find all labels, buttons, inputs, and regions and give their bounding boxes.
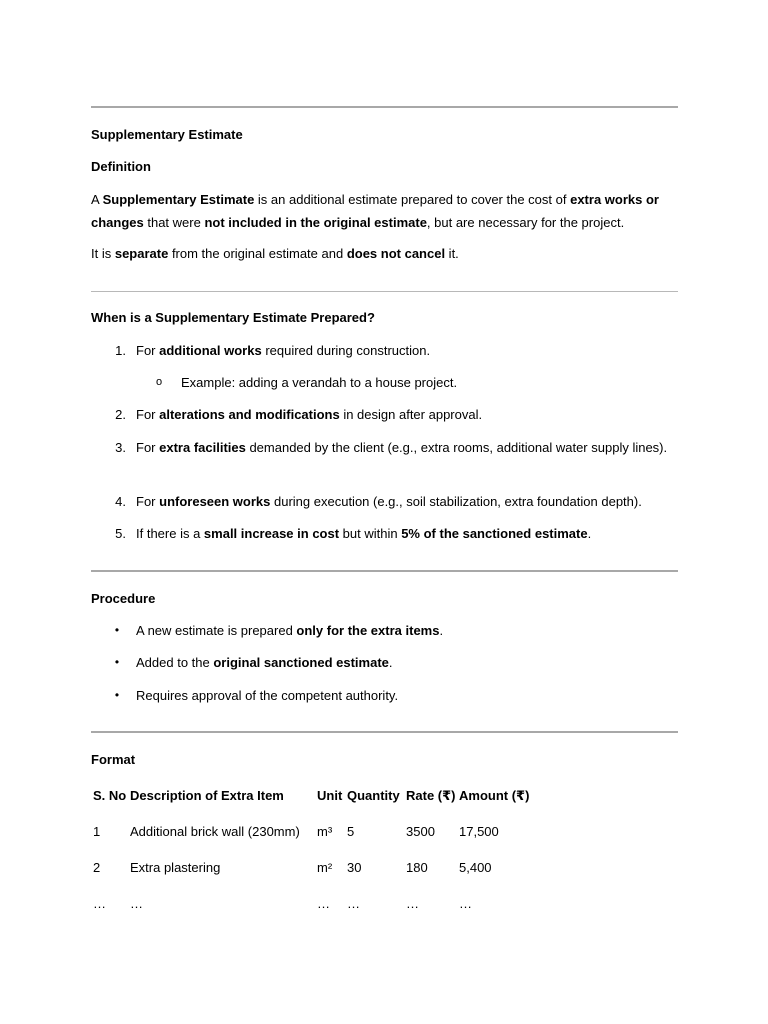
- table-cell: 17,500: [459, 824, 499, 839]
- horizontal-rule: [91, 106, 678, 108]
- table-cell: …: [130, 896, 143, 911]
- table-cell: 5: [347, 824, 355, 839]
- table-cell: Extra plastering: [130, 860, 221, 875]
- when-heading: When is a Supplementary Estimate Prepared?: [91, 310, 375, 325]
- table-cell: m³: [317, 824, 333, 839]
- definition-paragraph: A Supplementary Estimate is an additional estimate prepared to cover the cost of extra works or changes that were not included in the original estimate, but are necessary for the project.: [91, 192, 659, 230]
- table-cell: 5,400: [459, 860, 492, 875]
- list-item: For extra facilities demanded by the client (e.g., extra rooms, additional water supply lines).: [136, 440, 668, 455]
- list-item: Requires approval of the competent authority.: [136, 688, 399, 703]
- column-header: Amount (₹): [459, 788, 530, 803]
- list-item: Added to the original sanctioned estimate.: [136, 655, 393, 670]
- table-cell: 30: [347, 860, 362, 875]
- definition-heading: Definition: [91, 159, 151, 174]
- table-cell: …: [317, 896, 330, 911]
- horizontal-rule: [91, 291, 678, 292]
- table-cell: Additional brick wall (230mm): [130, 824, 300, 839]
- list-item: For unforeseen works during execution (e.g., soil stabilization, extra foundation depth).: [136, 494, 642, 509]
- list-number: 5.: [115, 526, 126, 541]
- column-header: Quantity: [347, 788, 400, 803]
- list-number: 3.: [115, 440, 126, 455]
- list-item: For alterations and modifications in design after approval.: [136, 407, 483, 422]
- list-item: For additional works required during construction.: [136, 343, 431, 358]
- list-number: 1.: [115, 343, 126, 358]
- table-cell: …: [406, 896, 419, 911]
- sub-bullet-icon: o: [156, 376, 163, 388]
- horizontal-rule: [91, 570, 678, 572]
- table-cell: …: [459, 896, 472, 911]
- table-cell: 180: [406, 860, 428, 875]
- column-header: Rate (₹): [406, 788, 456, 803]
- table-cell: m²: [317, 860, 333, 875]
- bullet-icon: •: [114, 688, 120, 702]
- procedure-heading: Procedure: [91, 591, 156, 606]
- column-header: Unit: [317, 788, 343, 803]
- column-header: Description of Extra Item: [130, 788, 284, 803]
- horizontal-rule: [91, 731, 678, 733]
- bullet-icon: •: [114, 623, 120, 637]
- sub-list-item: Example: adding a verandah to a house project.: [181, 375, 458, 390]
- table-cell: …: [347, 896, 360, 911]
- list-number: 2.: [115, 407, 126, 422]
- list-number: 4.: [115, 494, 126, 509]
- list-item: If there is a small increase in cost but within 5% of the sanctioned estimate.: [136, 526, 592, 541]
- table-cell: 2: [93, 860, 101, 875]
- bullet-icon: •: [114, 655, 120, 669]
- document-title: Supplementary Estimate: [91, 127, 243, 142]
- separate-paragraph: It is separate from the original estimate and does not cancel it.: [91, 246, 459, 261]
- list-item: A new estimate is prepared only for the extra items.: [136, 623, 444, 638]
- column-header: S. No: [93, 788, 127, 803]
- table-cell: 3500: [406, 824, 435, 839]
- table-cell: 1: [93, 824, 101, 839]
- table-cell: …: [93, 896, 106, 911]
- format-heading: Format: [91, 752, 136, 767]
